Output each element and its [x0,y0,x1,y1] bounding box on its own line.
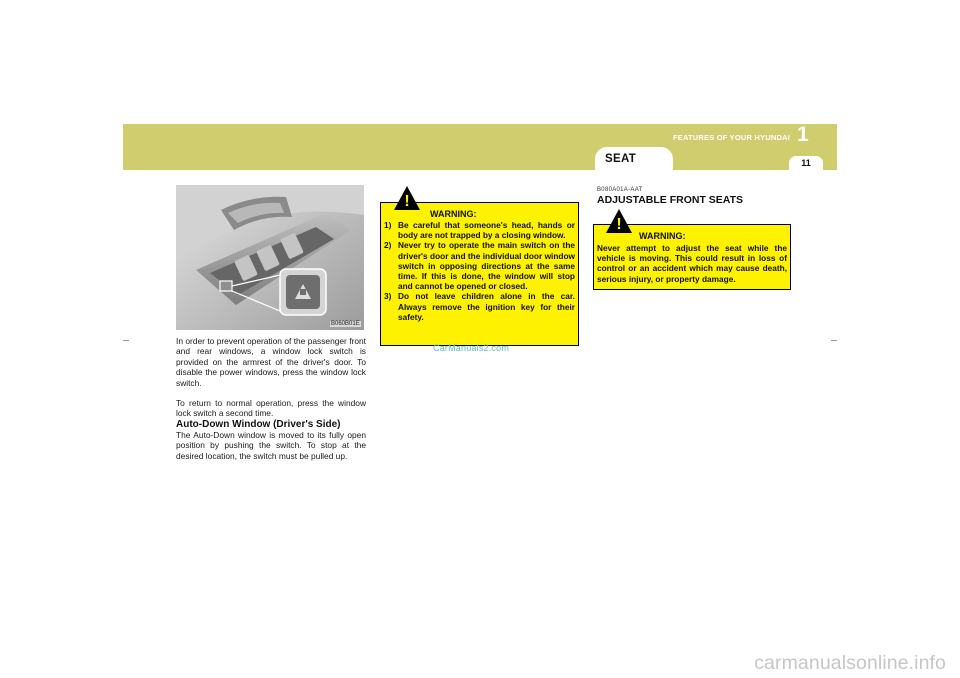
warning-item: 1) Be careful that someone's head, hands or body are not trapped by a closing window. [384,220,575,241]
header-band [123,124,837,170]
auto-down-paragraph: The Auto-Down window is moved to its fully open position by pushing the switch. To stop at the desired location, the switch must be pulled up. [176,430,366,461]
crop-mark-right [831,340,837,341]
section-tab [595,147,673,170]
page-number: 11 [801,158,811,168]
crop-mark-left [123,340,129,341]
warning-item: 2) Never try to operate the main switch on the driver's door and the individual door window switch in opposing directions at the same time. If this is done, the window will stop and cannot be opened or closed. [384,240,575,292]
chapter-title: FEATURES OF YOUR HYUNDAI [672,133,790,142]
exclamation-icon: ! [404,193,410,210]
page-tab [789,156,823,170]
seat-warning-text: Never attempt to adjust the seat while the vehicle is moving. This could result in loss of control or an accident which may cause death, serious injury, or property damage. [597,243,787,284]
photo-code: B060B01E [331,321,360,327]
exclamation-icon: ! [616,216,622,233]
normal-operation-paragraph: To return to normal operation, press the window lock switch a second time. [176,398,366,419]
chapter-number: 1 [797,123,809,146]
window-switch-photo [176,185,364,330]
section-label: SEAT [605,153,637,165]
warning-item: 3) Do not leave children alone in the car. Always remove the ignition key for their safety. [384,291,575,322]
adjustable-seats-heading: ADJUSTABLE FRONT SEATS [597,194,744,206]
section-code: B080A01A-AAT [597,187,643,193]
window-warning-list [384,220,575,322]
auto-down-heading: Auto-Down Window (Driver's Side) [176,419,341,430]
window-warning-heading: WARNING: [430,209,477,219]
carmanuals-watermark: CarManuals2.com [433,343,510,353]
footer-watermark: carmanualsonline.info [754,652,946,674]
door-armrest-illustration [176,185,364,330]
seat-warning-heading: WARNING: [639,231,686,241]
window-lock-paragraph: In order to prevent operation of the passenger front and rear windows, a window lock switch is provided on the armrest of the driver's door. To disable the power windows, press the window lock switch. [176,336,366,388]
